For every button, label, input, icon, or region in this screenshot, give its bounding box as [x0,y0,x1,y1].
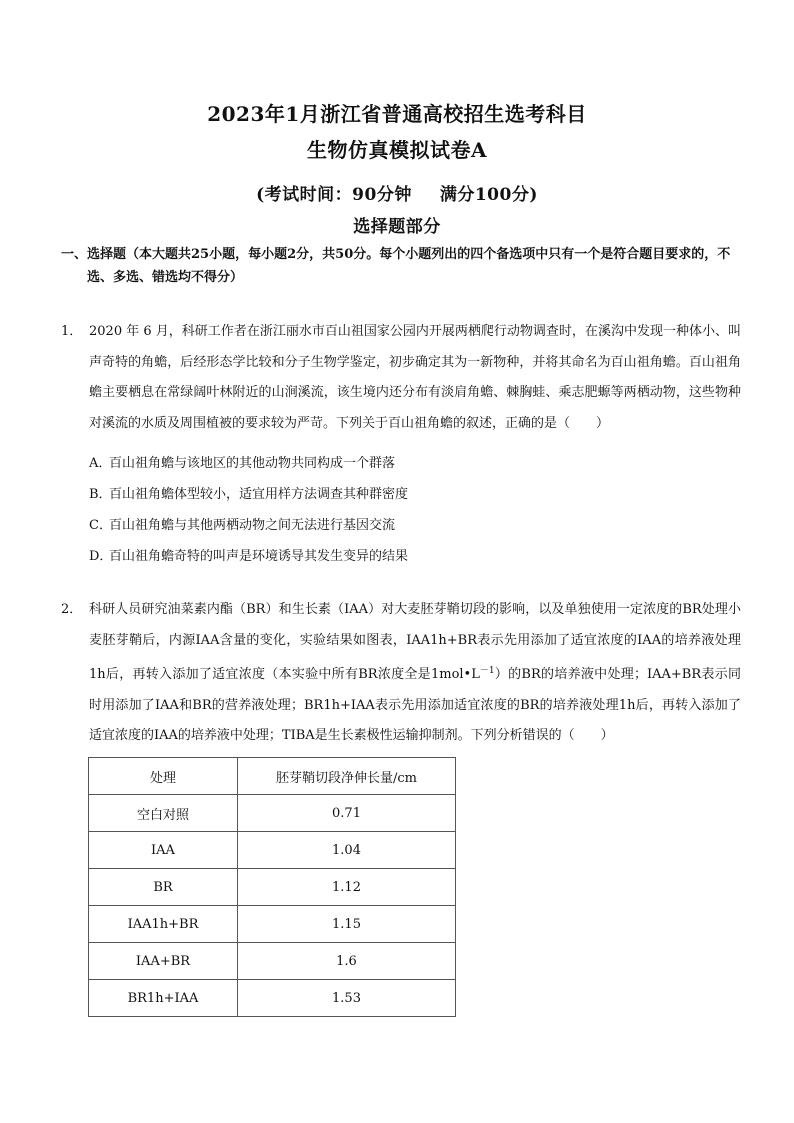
table-cell-value: 1.53 [238,980,456,1017]
option-letter: A． [89,456,112,471]
option-text: 百山祖角蟾与其他两栖动物之间无法进行基因交流 [109,518,396,533]
question-2-stem-part2: ）的BR的培养液中处理；IAA+BR表示同时用添加了IAA和BR的营养液处理；BR1h+IAA表示先用添加适宜浓度的BR的培养液处理1h后，再转入添加了适宜浓度的IAA的培养液中处理；TIBA是生长素极性运输抑制剂。下列分析错误的（ ） [89,667,741,744]
option-text: 百山祖角蟾奇特的叫声是环境诱导其发生变异的结果 [109,549,409,564]
question-1 [61,317,741,439]
table-cell-value: 1.12 [238,869,456,906]
exam-info [0,180,794,205]
results-table [88,757,456,1017]
table-cell-treatment: IAA+BR [89,943,238,980]
section-number: 一、 [61,247,88,262]
table-row [89,869,456,906]
question-2 [61,595,741,752]
question-1-option-a [89,452,395,471]
question-1-option-b [89,483,408,502]
question-2-stem-part1: 科研人员研究油菜素内酯（BR）和生长素（IAA）对大麦胚芽鞘切段的影响，以及单独使用一定浓度的BR处理小麦胚芽鞘后，内源IAA含量的变化，实验结果如图表，IAA1h+BR表示先用添加了适宜浓度的IAA的培养液处理1h后，再转入添加了适宜浓度（本实验中所有BR浓度全是1mol•L [89,602,741,683]
question-1-number: 1． [61,324,83,339]
question-1-option-c [89,514,395,533]
option-letter: B． [89,487,112,502]
table-cell-treatment: BR1h+IAA [89,980,238,1017]
table-row [89,832,456,869]
exam-time: (考试时间：90分钟 [256,185,412,205]
superscript-exponent: －1 [479,666,495,677]
option-letter: D． [89,549,113,564]
table-cell-treatment: IAA1h+BR [89,906,238,943]
table-cell-treatment: 空白对照 [89,795,238,832]
table-cell-value: 1.15 [238,906,456,943]
table-cell-value: 1.04 [238,832,456,869]
table-cell-treatment: IAA [89,832,238,869]
table-cell-value: 1.6 [238,943,456,980]
option-text: 百山祖角蟾与该地区的其他动物共同构成一个群落 [109,456,396,471]
table-header-cell: 处理 [89,758,238,795]
part-heading: 选择题部分 [353,217,441,237]
table-header-cell: 胚芽鞘切段净伸长量/cm [238,758,456,795]
section-text: 选择题（本大题共25小题，每小题2分，共50分。每个小题列出的四个备选项中只有一个是符合题目要求的，不选、多选、错选均不得分） [87,247,731,285]
table-row [89,906,456,943]
option-text: 百山祖角蟾体型较小，适宜用样方法调查其种群密度 [109,487,409,502]
question-2-stem [89,595,741,752]
question-1-option-d [89,545,408,564]
question-1-stem: 2020 年 6 月，科研工作者在浙江丽水市百山祖国家公园内开展两栖爬行动物调查时，在溪沟中发现一种体小、叫声奇特的角蟾，后经形态学比较和分子生物学鉴定，初步确定其为一新物种，并将其命名为百山祖角蟾。百山祖角蟾主要栖息在常绿阔叶林附近的山涧溪流，该生境内还分布有淡肩角蟾、棘胸蛙、乘志肥螈等两栖动物，这些物种对溪流的水质及周围植被的要求较为严苛。下列关于百山祖角蟾的叙述，正确的是（ ） [89,324,741,431]
exam-title-line2: 生物仿真模拟试卷A [306,138,488,162]
table-header-row [89,758,456,795]
table-cell-treatment: BR [89,869,238,906]
question-2-number: 2． [61,602,83,617]
table-row [89,943,456,980]
exam-title-line1: 2023年1月浙江省普通高校招生选考科目 [207,102,587,126]
full-score: 满分100分) [439,185,538,205]
option-letter: C． [89,518,112,533]
table-row [89,795,456,832]
table-cell-value: 0.71 [238,795,456,832]
section-instructions [61,243,741,289]
table-row [89,980,456,1017]
